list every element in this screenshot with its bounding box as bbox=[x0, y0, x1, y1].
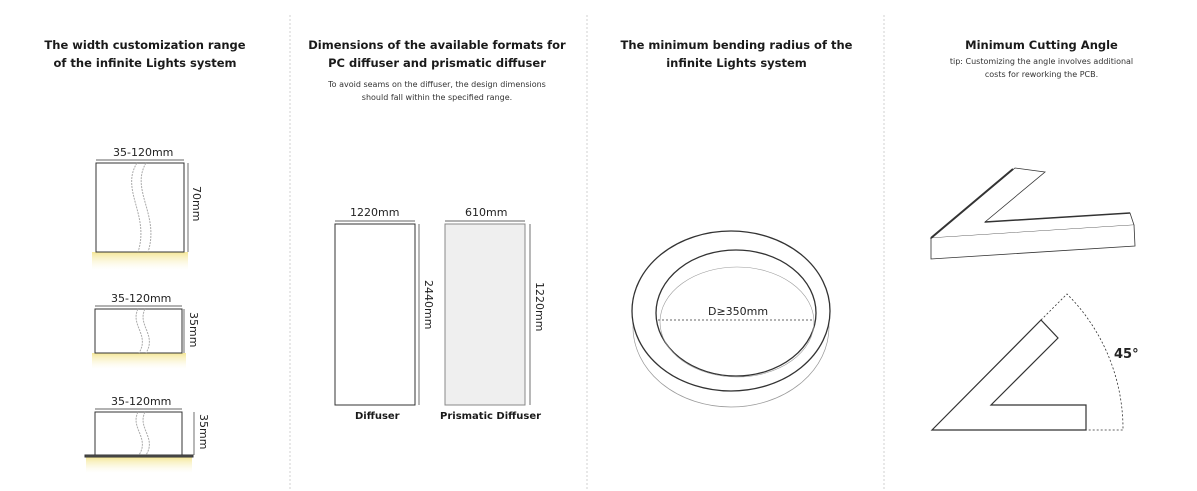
width-label: 35-120mm bbox=[111, 395, 172, 408]
diameter-label: D≥350mm bbox=[708, 305, 769, 318]
diffuser-width: 1220mm bbox=[350, 206, 400, 219]
prismatic-caption: Prismatic Diffuser bbox=[440, 411, 542, 422]
note-line: tip: Customizing the angle involves additional bbox=[949, 57, 1134, 66]
title-line: The width customization range bbox=[44, 38, 246, 52]
panel2-note bbox=[292, 78, 582, 104]
height-label: 35mm bbox=[197, 414, 210, 450]
title-line: Minimum Cutting Angle bbox=[965, 38, 1118, 52]
panel4-title bbox=[886, 36, 1197, 54]
title-line: Dimensions of the available formats for bbox=[308, 38, 566, 52]
title-line: of the infinite Lights system bbox=[53, 56, 237, 70]
panel1-title bbox=[0, 36, 290, 72]
glow bbox=[92, 353, 186, 369]
prismatic-sheet bbox=[445, 224, 525, 405]
diffuser-caption: Diffuser bbox=[355, 411, 400, 422]
break-mark bbox=[132, 163, 151, 252]
title-line: PC diffuser and prismatic diffuser bbox=[328, 56, 546, 70]
profile-70mm bbox=[96, 163, 184, 252]
note-line: costs for reworking the PCB. bbox=[984, 70, 1099, 79]
angled-profile-top bbox=[932, 320, 1086, 430]
width-label: 35-120mm bbox=[111, 292, 172, 305]
prismatic-width: 610mm bbox=[465, 206, 508, 219]
title-line: infinite Lights system bbox=[666, 56, 807, 70]
break-mark bbox=[136, 309, 149, 353]
panel4-note bbox=[886, 55, 1197, 81]
break-mark bbox=[136, 412, 149, 455]
profile-flanged bbox=[95, 412, 182, 455]
height-label: 70mm bbox=[190, 186, 203, 222]
height-label: 35mm bbox=[187, 312, 200, 348]
title-line: The minimum bending radius of the bbox=[620, 38, 853, 52]
diffuser-height: 2440mm bbox=[422, 280, 435, 330]
note-line: To avoid seams on the diffuser, the design dimensions bbox=[328, 80, 546, 89]
flange bbox=[85, 455, 193, 457]
note-line: should fall within the specified range. bbox=[361, 93, 513, 102]
profile-35mm bbox=[95, 309, 182, 353]
diffuser-sheet bbox=[335, 224, 415, 405]
glow bbox=[92, 252, 188, 270]
panel3-title bbox=[589, 36, 884, 72]
glow bbox=[86, 457, 192, 473]
prismatic-height: 1220mm bbox=[533, 282, 546, 332]
width-label: 35-120mm bbox=[113, 146, 174, 159]
panel2-title bbox=[292, 36, 582, 72]
angle-label: 45° bbox=[1114, 347, 1139, 362]
